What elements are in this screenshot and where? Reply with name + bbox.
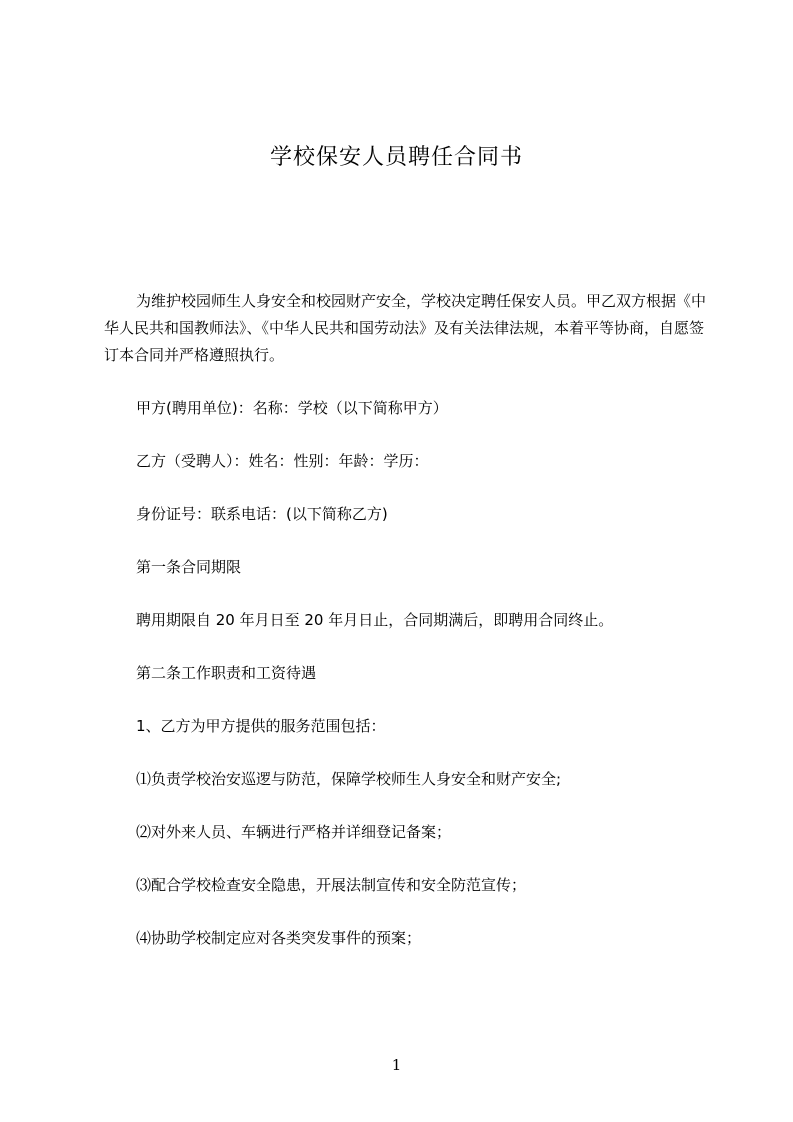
duty-item: ⑷协助学校制定应对各类突发事件的预案； bbox=[136, 929, 422, 947]
item1-line: 1、乙方为甲方提供的服务范围包括： bbox=[136, 717, 386, 735]
page-number: 1 bbox=[391, 1056, 402, 1074]
article1-body: 聘用期限自 20 年月日至 20 年月日止，合同期满后，即聘用合同终止。 bbox=[136, 611, 614, 629]
article2-heading: 第二条工作职责和工资待遇 bbox=[136, 664, 317, 682]
document-title: 学校保安人员聘任合同书 bbox=[269, 145, 523, 170]
party-b-line: 乙方（受聘人）：姓名：性别：年龄：学历： bbox=[136, 452, 429, 470]
id-phone-line: 身份证号：联系电话：(以下简称乙方) bbox=[136, 505, 388, 523]
article1-heading: 第一条合同期限 bbox=[136, 558, 242, 576]
duty-item: ⑴负责学校治安巡逻与防范，保障学校师生人身安全和财产安全; bbox=[136, 770, 562, 788]
duty-item: ⑵对外来人员、车辆进行严格并详细登记备案； bbox=[136, 823, 452, 841]
intro-paragraph: 为维护校园师生人身安全和校园财产安全，学校决定聘任保安人员。甲乙双方根据《中华人民共和国教师法》、《中华人民共和国劳动法》及有关法律法规，本着平等协商，自愿签订本合同并严格遵照执行。 bbox=[104, 292, 707, 364]
party-a-line: 甲方(聘用单位)：名称：学校（以下简称甲方） bbox=[136, 399, 448, 417]
duty-item: ⑶配合学校检查安全隐患，开展法制宣传和安全防范宣传； bbox=[136, 876, 527, 894]
